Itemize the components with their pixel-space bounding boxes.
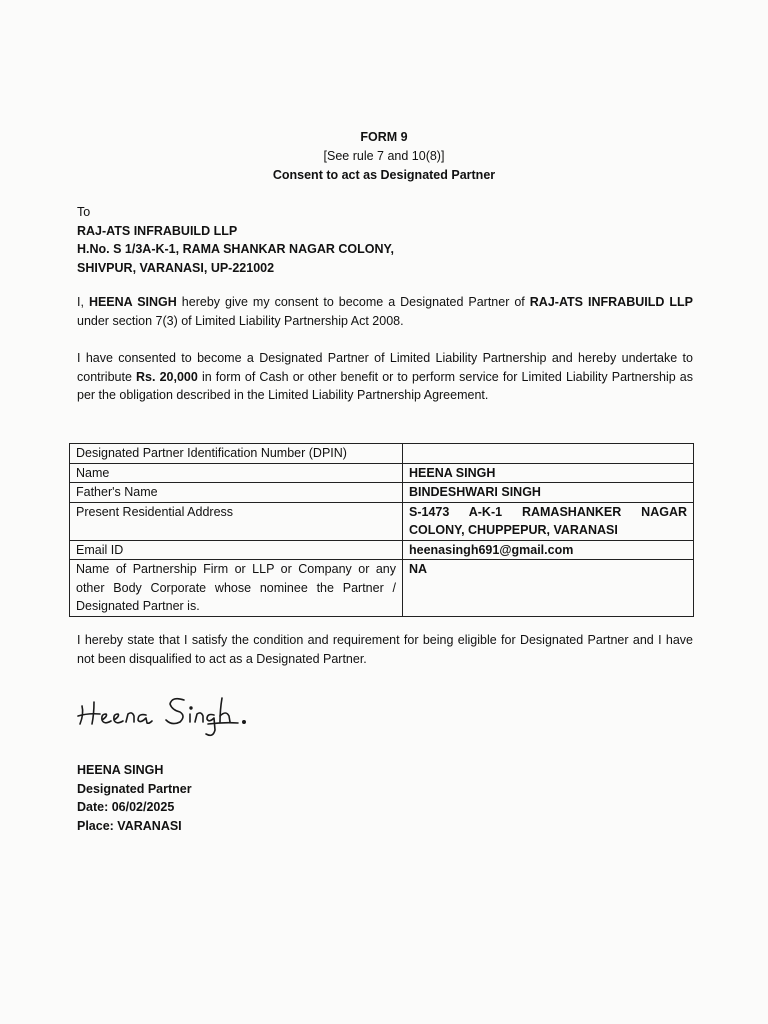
consent-middle: hereby give my consent to become a Designated Partner of — [176, 295, 530, 309]
row-label: Present Residential Address — [70, 502, 403, 540]
contribution-prefix: I have consented to become a Designated Partner of Limited Liability Partnership and hereby undertake to contribute — [77, 351, 693, 384]
row-label: Email ID — [70, 540, 403, 560]
row-label: Name of Partnership Firm or LLP or Company or any other Body Corporate whose nominee the Partner / Designated Partner is. — [70, 560, 403, 617]
row-value: NA — [403, 560, 694, 617]
row-label: Designated Partner Identification Number (DPIN) — [70, 444, 403, 464]
addressee-address-line2: SHIVPUR, VARANASI, UP-221002 — [77, 260, 275, 275]
row-label: Name — [70, 463, 403, 483]
to-label: To — [77, 205, 91, 219]
consent-partner-name: HEENA SINGH — [88, 295, 177, 309]
eligibility-paragraph: I hereby state that I satisfy the condition and requirement for being eligible for Designated Partner and I have not been disqualified to act as a Designated Partner. — [77, 633, 693, 666]
table-row — [70, 540, 694, 560]
table-row — [70, 560, 694, 617]
partner-details-table — [69, 443, 694, 617]
table-row — [70, 444, 694, 464]
row-value: S-1473 A-K-1 RAMASHANKER NAGAR COLONY, CHUPPEPUR, VARANASI — [403, 502, 694, 540]
form-header — [0, 128, 768, 185]
contribution-suffix: in form of Cash or other benefit or to perform service for Limited Liability Partnership as per the obligation described in the Limited Liability Partnership Agreement. — [77, 369, 693, 402]
row-value: heenasingh691@gmail.com — [403, 540, 694, 560]
table-row — [70, 463, 694, 483]
form-subtitle: Consent to act as Designated Partner — [272, 168, 496, 182]
signatory-block — [77, 761, 192, 835]
contribution-paragraph — [77, 349, 693, 405]
addressee-company: RAJ-ATS INFRABUILD LLP — [77, 223, 238, 238]
consent-suffix: under section 7(3) of Limited Liability Partnership Act 2008. — [77, 313, 404, 328]
consent-prefix: I, — [77, 295, 89, 309]
signatory-name: HEENA SINGH — [77, 763, 164, 777]
row-value: BINDESHWARI SINGH — [403, 483, 694, 503]
addressee-block — [77, 203, 394, 277]
handwritten-signature — [74, 680, 284, 740]
consent-paragraph — [77, 293, 693, 330]
row-label: Father's Name — [70, 483, 403, 503]
signatory-date: Date: 06/02/2025 — [77, 800, 175, 814]
table-row — [70, 483, 694, 503]
contribution-amount: Rs. 20,000 — [136, 369, 198, 384]
table-row — [70, 502, 694, 540]
row-value — [403, 444, 694, 464]
row-value: HEENA SINGH — [403, 463, 694, 483]
signatory-designation: Designated Partner — [77, 781, 192, 796]
addressee-address-line1: H.No. S 1/3A-K-1, RAMA SHANKAR NAGAR COLONY, — [77, 242, 394, 256]
consent-company: RAJ-ATS INFRABUILD LLP — [529, 295, 693, 309]
signatory-place: Place: VARANASI — [77, 818, 182, 833]
rule-reference: [See rule 7 and 10(8)] — [323, 149, 445, 163]
form-title: FORM 9 — [360, 130, 408, 144]
